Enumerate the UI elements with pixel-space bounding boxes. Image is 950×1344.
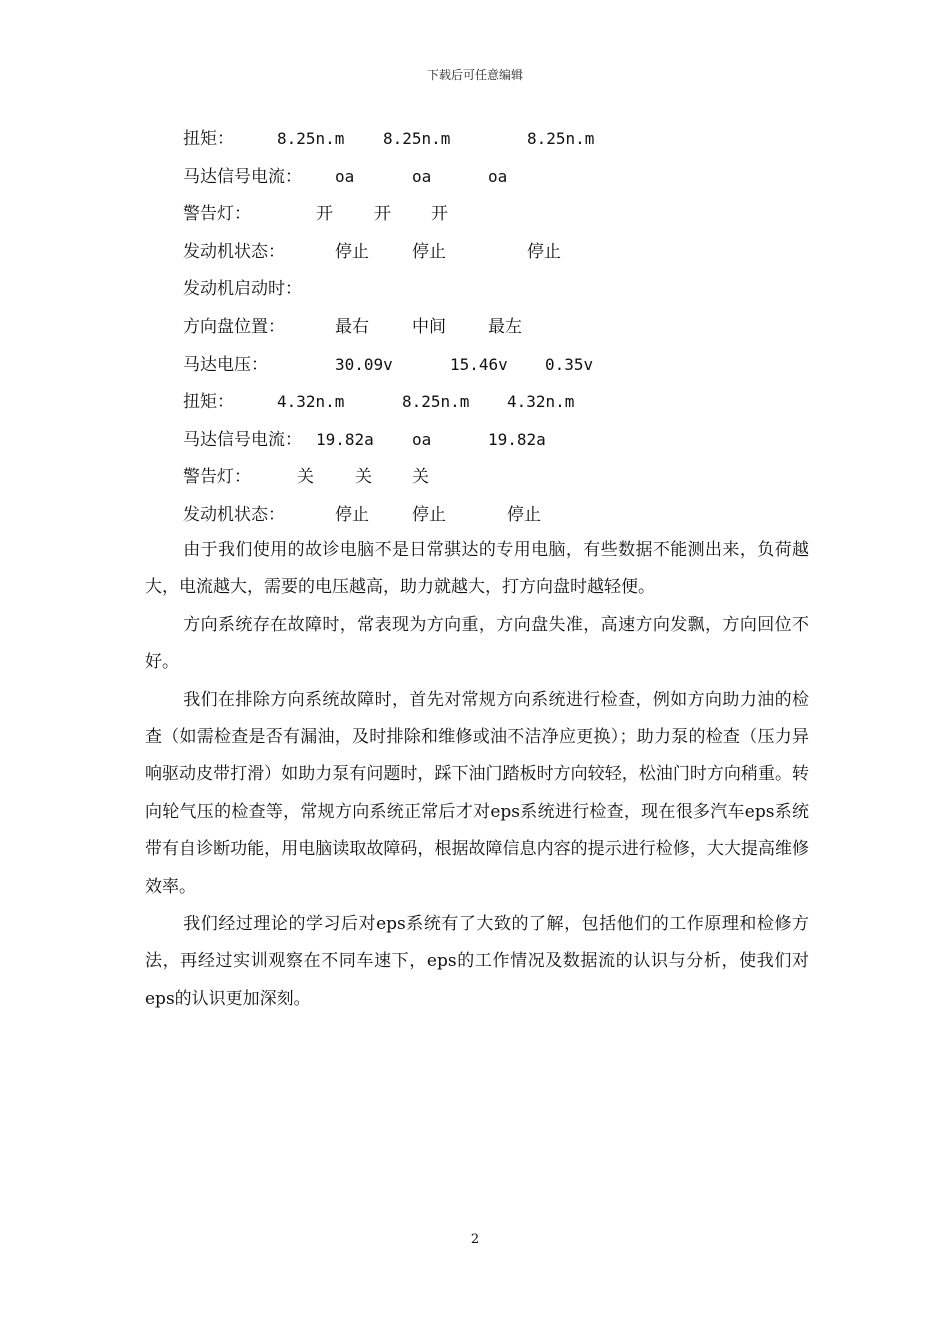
reading-label: 发动机状态：: [183, 241, 285, 262]
reading-value: 开: [316, 204, 333, 225]
reading-value: 关: [355, 467, 372, 488]
section-heading-text: 发动机启动时：: [183, 279, 302, 300]
reading-row-torque: [183, 124, 823, 162]
reading-value: 4.32n.m: [277, 392, 345, 412]
page-header: 下载后可任意编辑: [426, 68, 523, 82]
reading-value: 0.35v: [545, 354, 594, 374]
reading-value: 最左: [488, 316, 522, 337]
reading-value: 8.25n.m: [402, 392, 470, 412]
reading-value: 停止: [335, 241, 369, 262]
reading-row-torque-2: [183, 387, 823, 425]
reading-value: oa: [488, 166, 508, 186]
reading-value: 30.09v: [335, 354, 393, 374]
reading-value: 最右: [335, 316, 369, 337]
reading-row-motor-voltage: [183, 350, 823, 388]
reading-label: 扭矩：: [183, 129, 234, 149]
reading-value: 4.32n.m: [507, 392, 575, 412]
page-number: 2: [470, 1232, 480, 1247]
paragraph: 我们经过理论的学习后对eps系统有了大致的了解，包括他们的工作原理和检修方法，再经过实训观察在不同车速下，eps的工作情况及数据流的认识与分析，使我们对eps的认识更加深刻。: [145, 914, 809, 1009]
reading-value: oa: [412, 429, 432, 449]
reading-value: 开: [374, 204, 391, 225]
reading-value: 停止: [412, 504, 446, 525]
reading-row-warning-light-2: [183, 462, 823, 500]
reading-row-steering-position: [183, 312, 823, 350]
reading-value: 19.82a: [316, 429, 374, 449]
reading-value: oa: [412, 166, 432, 186]
reading-row-engine-state: [183, 237, 823, 275]
reading-value: 中间: [412, 316, 446, 337]
reading-label: 警告灯：: [183, 467, 251, 488]
reading-label: 发动机状态：: [183, 504, 285, 525]
paragraph: 我们在排除方向系统故障时，首先对常规方向系统进行检查，例如方向助力油的检查（如需检查是否有漏油，及时排除和维修或油不洁净应更换）；助力泵的检查（压力异响驱动皮带打滑）如助力泵有问题时，踩下油门踏板时方向较轻，松油门时方向稍重。转向轮气压的检查等，常规方向系统正常后才对eps系统进行检查，现在很多汽车eps系统带有自诊断功能，用电脑读取故障码，根据故障信息内容的提示进行检修，大大提高维修效率。: [145, 689, 809, 897]
paragraph: 方向系统存在故障时，常表现为方向重，方向盘失准，高速方向发飘，方向回位不好。: [145, 614, 809, 673]
reading-value: 关: [412, 467, 429, 488]
reading-label: 方向盘位置：: [183, 316, 285, 337]
reading-row-warning-light: [183, 199, 823, 237]
reading-row-motor-current: [183, 162, 823, 200]
reading-value: oa: [335, 166, 355, 186]
reading-value: 关: [297, 467, 314, 488]
reading-value: 8.25n.m: [383, 129, 451, 148]
reading-label: 马达信号电流：: [183, 429, 302, 450]
reading-value: 19.82a: [488, 429, 546, 449]
reading-value: 8.25n.m: [527, 129, 595, 148]
reading-value: 停止: [527, 241, 561, 262]
reading-row-motor-current-2: [183, 425, 823, 463]
data-readings: [183, 124, 823, 538]
reading-label: 警告灯：: [183, 204, 251, 225]
body-text: [145, 532, 809, 1018]
reading-value: 停止: [507, 504, 541, 525]
paragraph: 由于我们使用的故诊电脑不是日常骐达的专用电脑，有些数据不能测出来，负荷越大，电流越大，需要的电压越高，助力就越大，打方向盘时越轻便。: [145, 540, 809, 598]
section-heading: [183, 274, 823, 312]
reading-value: 8.25n.m: [277, 129, 345, 148]
reading-label: 马达电压：: [183, 354, 268, 375]
reading-value: 开: [431, 204, 448, 225]
reading-value: 15.46v: [450, 354, 508, 374]
reading-label: 扭矩：: [183, 392, 234, 413]
reading-label: 马达信号电流：: [183, 166, 302, 187]
reading-value: 停止: [335, 504, 369, 525]
reading-value: 停止: [412, 241, 446, 262]
